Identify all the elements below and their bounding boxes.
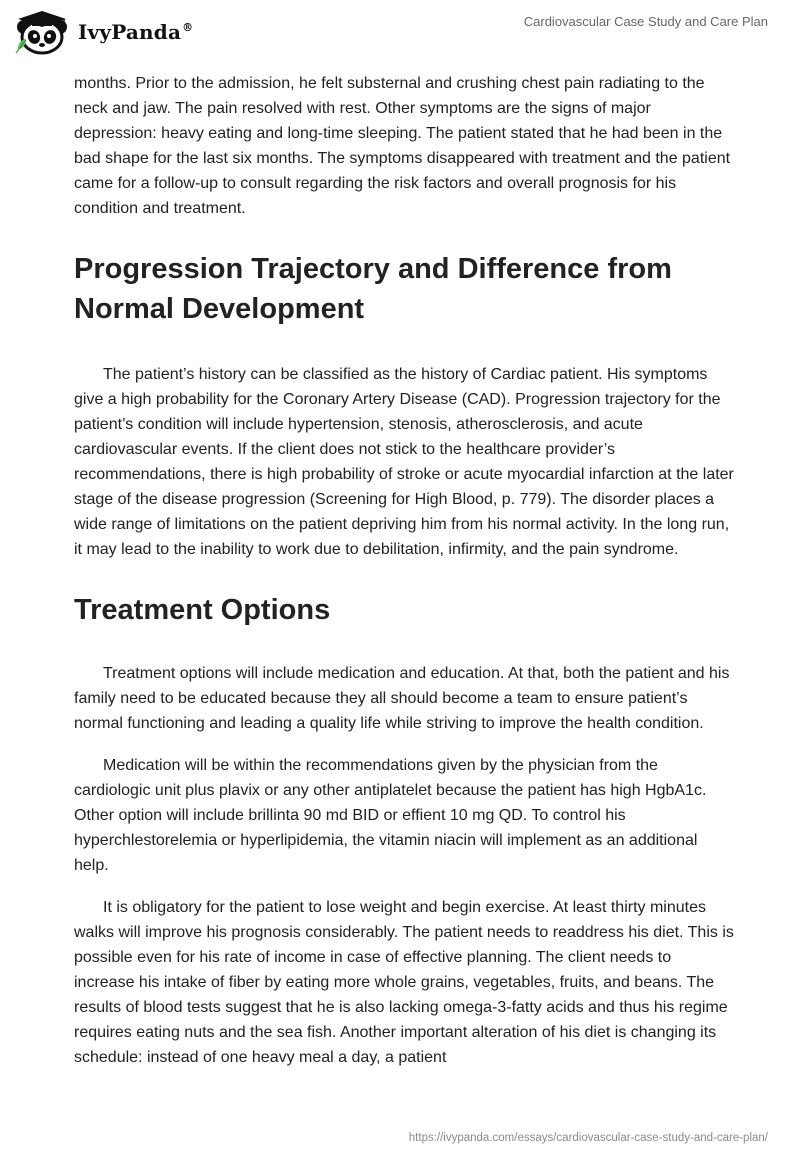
- intro-paragraph: months. Prior to the admission, he felt substernal and crushing chest pain radiating to the neck and jaw. The pain resolved with rest. Other symptoms are the signs of major depression: heavy eating and long-time sleeping. The patient stated that he had been in the bad shape for the last six months. The symptoms disappeared with treatment and the patient came for a follow-up to consult regarding the risk factors and overall prognosis for his condition and treatment.: [74, 75, 731, 217]
- essay-content: [74, 71, 734, 1070]
- document-title: Cardiovascular Case Study and Care Plan: [523, 14, 768, 29]
- source-url[interactable]: https://ivypanda.com/essays/cardiovascular-case-study-and-care-plan/: [408, 1132, 768, 1144]
- brand-logo[interactable]: [14, 9, 193, 55]
- page-header: [0, 0, 800, 70]
- section-heading-progression: Progression Trajectory and Difference from Normal Development: [74, 253, 672, 325]
- panda-graduate-icon: [14, 9, 70, 55]
- progression-paragraph: The patient’s history can be classified as the history of Cardiac patient. His symptoms give a high probability for the Coronary Artery Disease (CAD). Progression trajectory for the patient’s condition will include hypertension, stenosis, atherosclerosis, and acute cardiovascular events. If the client does not stick to the healthcare provider’s recommendations, there is high probability of stroke or acute myocardial infarction at the later stage of the disease progression (Screening for High Blood, p. 779). The disorder places a wide range of limitations on the patient depriving him from his normal activity. In the long run, it may lead to the inability to work due to debilitation, infirmity, and the pain syndrome.: [74, 366, 734, 558]
- section-heading-treatment: Treatment Options: [74, 594, 331, 626]
- treatment-paragraph-1: Treatment options will include medication and education. At that, both the patient and his family need to be educated because they all should become a team to ensure patient’s normal functioning and leading a quality life while striving to improve the health condition.: [74, 665, 730, 732]
- treatment-paragraph-3: It is obligatory for the patient to lose weight and begin exercise. At least thirty minutes walks will improve his prognosis considerably. The patient needs to readdress his diet. This is possible even for his rate of income in case of effective planning. The client needs to increase his intake of fiber by eating more whole grains, vegetables, fruits, and beans. The results of blood tests suggest that he is also lacking omega-3-fatty acids and thus his regime requires eating nuts and the sea fish. Another important alteration of his diet is changing its schedule: instead of one heavy meal a day, a patient: [74, 899, 734, 1066]
- treatment-paragraph-2: Medication will be within the recommendations given by the physician from the cardiologic unit plus plavix or any other antiplatelet because the patient has high HgbA1c. Other option will include brillinta 90 md BID or effient 10 mg QD. To control his hyperchlestorelemia or hyperlipidemia, the vitamin niacin will implement as an additional help.: [74, 757, 707, 874]
- brand-name: IvyPanda®: [78, 20, 194, 44]
